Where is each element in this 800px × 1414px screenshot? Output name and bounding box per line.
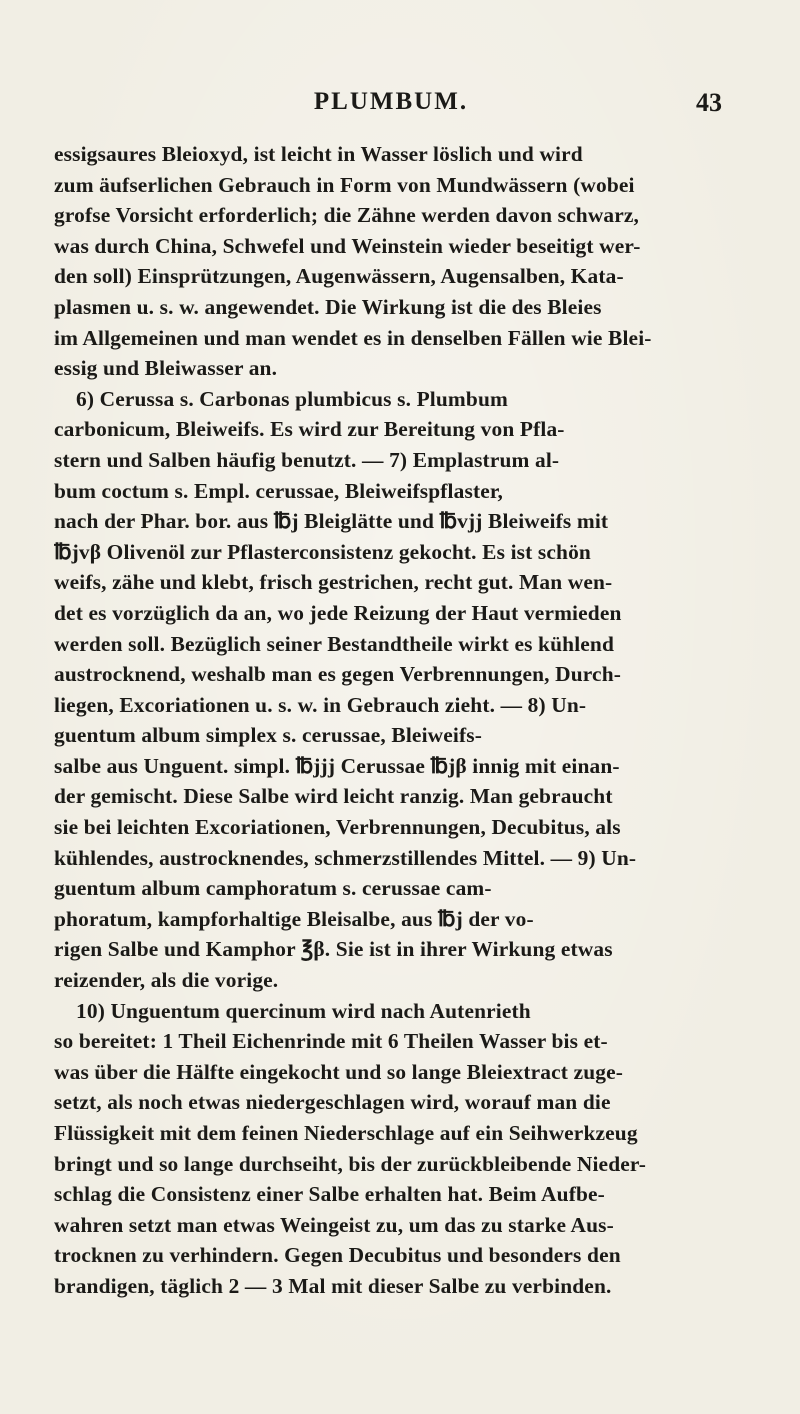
page-header xyxy=(60,88,722,124)
text-line: reizender, als die vorige. xyxy=(54,968,279,993)
running-title: PLUMBUM. xyxy=(313,88,469,115)
text-line: weifs, zähe und klebt, frisch gestrichen, recht gut. Man wen- xyxy=(54,570,613,595)
page-number: 43 xyxy=(696,88,722,117)
text-line: Flüssigkeit mit dem feinen Niederschlage auf ein Seihwerkzeug xyxy=(54,1121,638,1145)
text-line: austrocknend, weshalb man es gegen Verbrennungen, Durch- xyxy=(54,662,622,687)
text-line: nach der Phar. bor. aus ℔j Bleiglätte und ℔vjj Bleiweifs mit xyxy=(54,509,609,534)
text-line: wahren setzt man etwas Weingeist zu, um das zu starke Aus- xyxy=(54,1212,614,1237)
text-line: 10) Unguentum quercinum wird nach Autenrieth xyxy=(76,998,531,1023)
text-line: sie bei leichten Excoriationen, Verbrennungen, Decubitus, als xyxy=(54,815,621,840)
text-line: guentum album camphoratum s. cerussae cam- xyxy=(54,876,492,901)
text-line: salbe aus Unguent. simpl. ℔jjj Cerussae ℔jβ innig mit einan- xyxy=(54,753,620,778)
text-line: essigsaures Bleioxyd, ist leicht in Wasser löslich und wird xyxy=(54,142,583,166)
text-line: was über die Hälfte eingekocht und so lange Bleiextract zuge- xyxy=(54,1059,624,1084)
body-text xyxy=(54,139,738,1302)
text-line: guentum album simplex s. cerussae, Bleiweifs- xyxy=(54,723,483,748)
text-line: schlag die Consistenz einer Salbe erhalten hat. Beim Aufbe- xyxy=(54,1182,605,1207)
text-line: liegen, Excoriationen u. s. w. in Gebrauch zieht. — 8) Un- xyxy=(54,692,587,717)
text-line: essig und Bleiwasser an. xyxy=(54,356,278,381)
text-line: was durch China, Schwefel und Weinstein wieder beseitigt wer- xyxy=(54,233,641,258)
text-line: bringt und so lange durchseiht, bis der zurückbleibende Nieder- xyxy=(54,1151,647,1176)
text-line: kühlendes, austrocknendes, schmerzstillendes Mittel. — 9) Un- xyxy=(54,845,637,870)
text-line: bum coctum s. Empl. cerussae, Bleiweifspflaster, xyxy=(54,478,504,503)
text-line: grofse Vorsicht erforderlich; die Zähne werden davon schwarz, xyxy=(54,203,640,228)
text-line: trocknen zu verhindern. Gegen Decubitus und besonders den xyxy=(54,1243,621,1268)
text-line: phoratum, kampforhaltige Bleisalbe, aus ℔j der vo- xyxy=(54,906,534,931)
text-line: der gemischt. Diese Salbe wird leicht ranzig. Man gebraucht xyxy=(54,784,613,809)
text-line: zum äufserlichen Gebrauch in Form von Mundwässern (wobei xyxy=(54,172,635,197)
text-line: im Allgemeinen und man wendet es in denselben Fällen wie Blei- xyxy=(54,325,652,350)
text-line: werden soll. Bezüglich seiner Bestandtheile wirkt es kühlend xyxy=(54,631,615,656)
text-line: det es vorzüglich da an, wo jede Reizung der Haut vermieden xyxy=(54,600,622,625)
text-line: plasmen u. s. w. angewendet. Die Wirkung ist die des Bleies xyxy=(54,294,602,319)
text-line: stern und Salben häufig benutzt. — 7) Emplastrum al- xyxy=(54,447,560,472)
text-line: setzt, als noch etwas niedergeschlagen wird, worauf man die xyxy=(54,1090,611,1115)
text-line: so bereitet: 1 Theil Eichenrinde mit 6 Theilen Wasser bis et- xyxy=(54,1029,608,1054)
text-line: rigen Salbe und Kamphor ℥β. Sie ist in ihrer Wirkung etwas xyxy=(54,937,613,962)
text-line: ℔jvβ Olivenöl zur Pflasterconsistenz gekocht. Es ist schön xyxy=(54,539,591,564)
text-line: brandigen, täglich 2 — 3 Mal mit dieser Salbe zu verbinden. xyxy=(54,1273,612,1298)
text-line: den soll) Einsprützungen, Augenwässern, Augensalben, Kata- xyxy=(54,264,624,289)
text-line: carbonicum, Bleiweifs. Es wird zur Bereitung von Pfla- xyxy=(54,417,565,442)
text-line: 6) Cerussa s. Carbonas plumbicus s. Plumbum xyxy=(76,386,508,411)
